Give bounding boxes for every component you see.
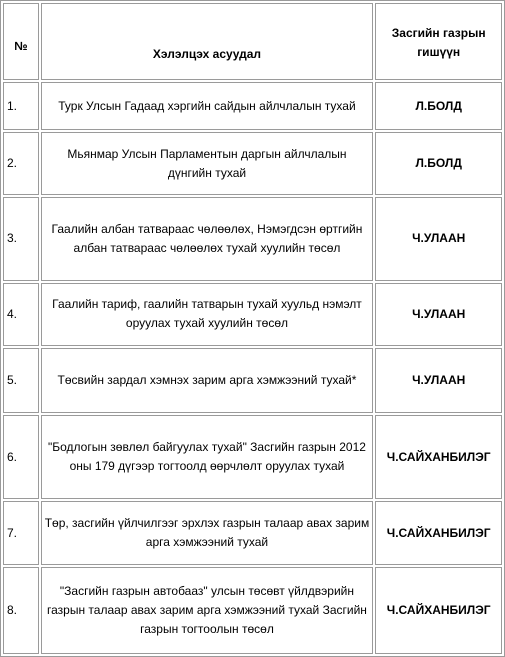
row-topic: "Бодлогын зөвлөл байгуулах тухай" Засгийн газрын 2012 оны 179 дүгээр тогтоолд өөрчлөлт оруулах тухай [41, 415, 374, 499]
row-member: Л.БОЛД [375, 82, 502, 130]
row-number: 6. [3, 415, 39, 499]
table-row [3, 82, 502, 130]
row-number: 8. [3, 567, 39, 654]
row-topic: Төр, засгийн үйлчилгээг эрхлэх газрын талаар авах зарим арга хэмжээний тухай [41, 501, 374, 565]
row-topic: Төсвийн зардал хэмнэх зарим арга хэмжээний тухай* [41, 348, 374, 413]
header-topic: Хэлэлцэх асуудал [41, 3, 374, 80]
row-topic: Гаалийн тариф, гаалийн татварын тухай хуульд нэмэлт оруулах тухай хуулийн төсөл [41, 283, 374, 346]
row-member: Ч.САЙХАНБИЛЭГ [375, 567, 502, 654]
row-number: 4. [3, 283, 39, 346]
table-row [3, 567, 502, 654]
header-member: Засгийн газрын гишүүн [375, 3, 502, 80]
row-number: 7. [3, 501, 39, 565]
row-member: Ч.САЙХАНБИЛЭГ [375, 415, 502, 499]
table-row [3, 197, 502, 280]
row-member: Ч.САЙХАНБИЛЭГ [375, 501, 502, 565]
row-topic: Гаалийн албан татвараас чөлөөлөх, Нэмэгдсэн өртгийн албан татвараас чөлөөлөх тухай хуулийн төсөл [41, 197, 374, 280]
row-member: Ч.УЛААН [375, 348, 502, 413]
table-row [3, 283, 502, 346]
table-row [3, 501, 502, 565]
row-topic: "Засгийн газрын автобааз" улсын төсөвт үйлдвэрийн газрын талаар авах зарим арга хэмжээний тухай Засгийн газрын тогтоолын төсөл [41, 567, 374, 654]
row-member: Ч.УЛААН [375, 283, 502, 346]
table-row [3, 132, 502, 195]
table-row [3, 348, 502, 413]
header-row [3, 3, 502, 80]
row-number: 1. [3, 82, 39, 130]
row-number: 3. [3, 197, 39, 280]
row-member: Ч.УЛААН [375, 197, 502, 280]
table-row [3, 415, 502, 499]
header-number: № [3, 3, 39, 80]
row-number: 2. [3, 132, 39, 195]
row-topic: Мьянмар Улсын Парламентын даргын айлчлалын дүнгийн тухай [41, 132, 374, 195]
row-topic: Турк Улсын Гадаад хэргийн сайдын айлчлалын тухай [41, 82, 374, 130]
row-number: 5. [3, 348, 39, 413]
row-member: Л.БОЛД [375, 132, 502, 195]
